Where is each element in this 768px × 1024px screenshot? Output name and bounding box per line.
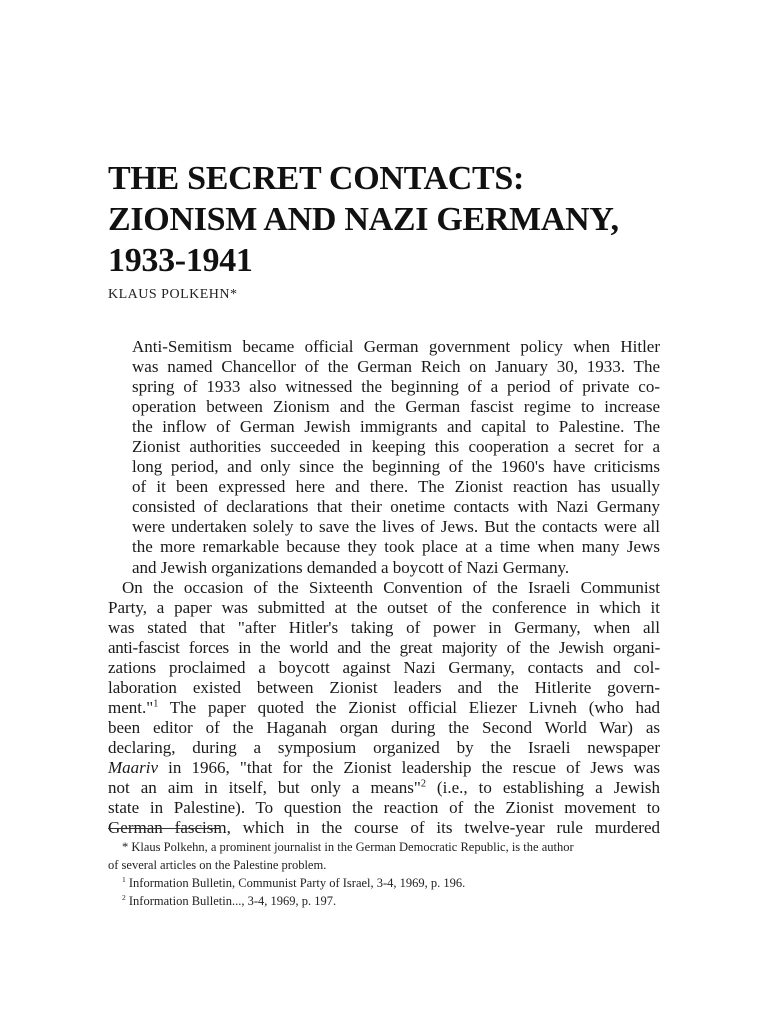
text-line: consisted of declarations that their onetime contacts with Nazi Germany [132, 497, 660, 517]
text-line: spring of 1933 also witnessed the beginning of a period of private co- [132, 377, 660, 397]
text-line: operation between Zionism and the German fascist regime to increase [132, 397, 660, 417]
article-body [108, 337, 660, 838]
paragraph-2 [108, 578, 660, 839]
paragraph-1 [108, 337, 660, 578]
author-byline: KLAUS POLKEHN* [108, 287, 238, 302]
text-line: Anti-Semitism became official German government policy when Hitler [132, 337, 660, 356]
title-line-2: ZIONISM AND NAZI GERMANY, [108, 201, 619, 238]
footnote-1-mark: 1 [122, 874, 126, 884]
text-fragment: (i.e., to establishing a Jewish [425, 778, 660, 798]
footnote-divider [108, 828, 220, 829]
text-line: been editor of the Haganah organ during the Second World War) as [108, 717, 660, 737]
footnote-1 [108, 874, 660, 892]
footnote-ref-2[interactable]: 2 [420, 778, 426, 790]
text-line: On the occasion of the Sixteenth Convention of the Israeli Communist [122, 577, 660, 597]
footnote-author: * Klaus Polkehn, a prominent journalist in the German Democratic Republic, is the author [122, 840, 574, 854]
footnote-author-continued: of several articles on the Palestine problem. [108, 858, 327, 872]
text-line: of it been expressed here and there. The Zionist reaction has usually [132, 477, 660, 497]
text-line: declaring, during a symposium organized by the Israeli newspaper [108, 737, 660, 757]
text-line: long period, and only since the beginning of the 1960's have criticisms [132, 457, 660, 477]
text-line-with-footnote-1 [108, 698, 660, 718]
text-line-last: and Jewish organizations demanded a boycott of Nazi Germany. [132, 557, 570, 577]
text-line: German fascism, which in the course of its twelve-year rule murdered [108, 818, 660, 838]
text-line-maariv [108, 758, 660, 778]
text-line: was stated that "after Hitler's taking of power in Germany, when all [108, 617, 660, 637]
footnote-2 [108, 892, 660, 910]
footnote-1-text: Information Bulletin, Communist Party of Israel, 3-4, 1969, p. 196. [125, 876, 466, 890]
text-line: Party, a paper was submitted at the outset of the conference in which it [108, 597, 660, 617]
text-line: state in Palestine). To question the reaction of the Zionist movement to [108, 798, 660, 818]
footnote-ref-1[interactable]: 1 [153, 698, 159, 710]
text-fragment: in 1966, "that for the Zionist leadership the rescue of Jews was [158, 757, 660, 777]
text-line: was named Chancellor of the German Reich on January 30, 1933. The [132, 357, 660, 377]
text-fragment: not an aim in itself, but only a means" [108, 778, 421, 798]
text-line: laboration existed between Zionist leaders and the Hitlerite govern- [108, 677, 660, 697]
text-line: Zionist authorities succeeded in keeping this cooperation a secret for a [132, 437, 660, 457]
footnote-2-mark: 2 [122, 892, 126, 902]
footnotes [108, 838, 660, 910]
text-line: were undertaken solely to save the lives of Jews. But the contacts were all [132, 517, 660, 537]
text-line: the inflow of German Jewish immigrants and capital to Palestine. The [132, 417, 660, 437]
title-line-3: 1933-1941 [108, 242, 253, 279]
footnote-2-text: Information Bulletin..., 3-4, 1969, p. 197. [125, 894, 337, 908]
article-title [108, 158, 708, 281]
text-fragment: ment." [108, 697, 154, 717]
text-line: the more remarkable because they took place at a time when many Jews [132, 537, 660, 557]
newspaper-name: Maariv [108, 757, 159, 777]
text-fragment: The paper quoted the Zionist official Eliezer Livneh (who had [158, 697, 660, 717]
text-line: zations proclaimed a boycott against Nazi Germany, contacts and col- [108, 657, 660, 677]
text-line-with-footnote-2 [108, 778, 660, 798]
title-line-1: THE SECRET CONTACTS: [108, 160, 524, 197]
text-line: anti-fascist forces in the world and the great majority of the Jewish organi- [108, 637, 660, 657]
